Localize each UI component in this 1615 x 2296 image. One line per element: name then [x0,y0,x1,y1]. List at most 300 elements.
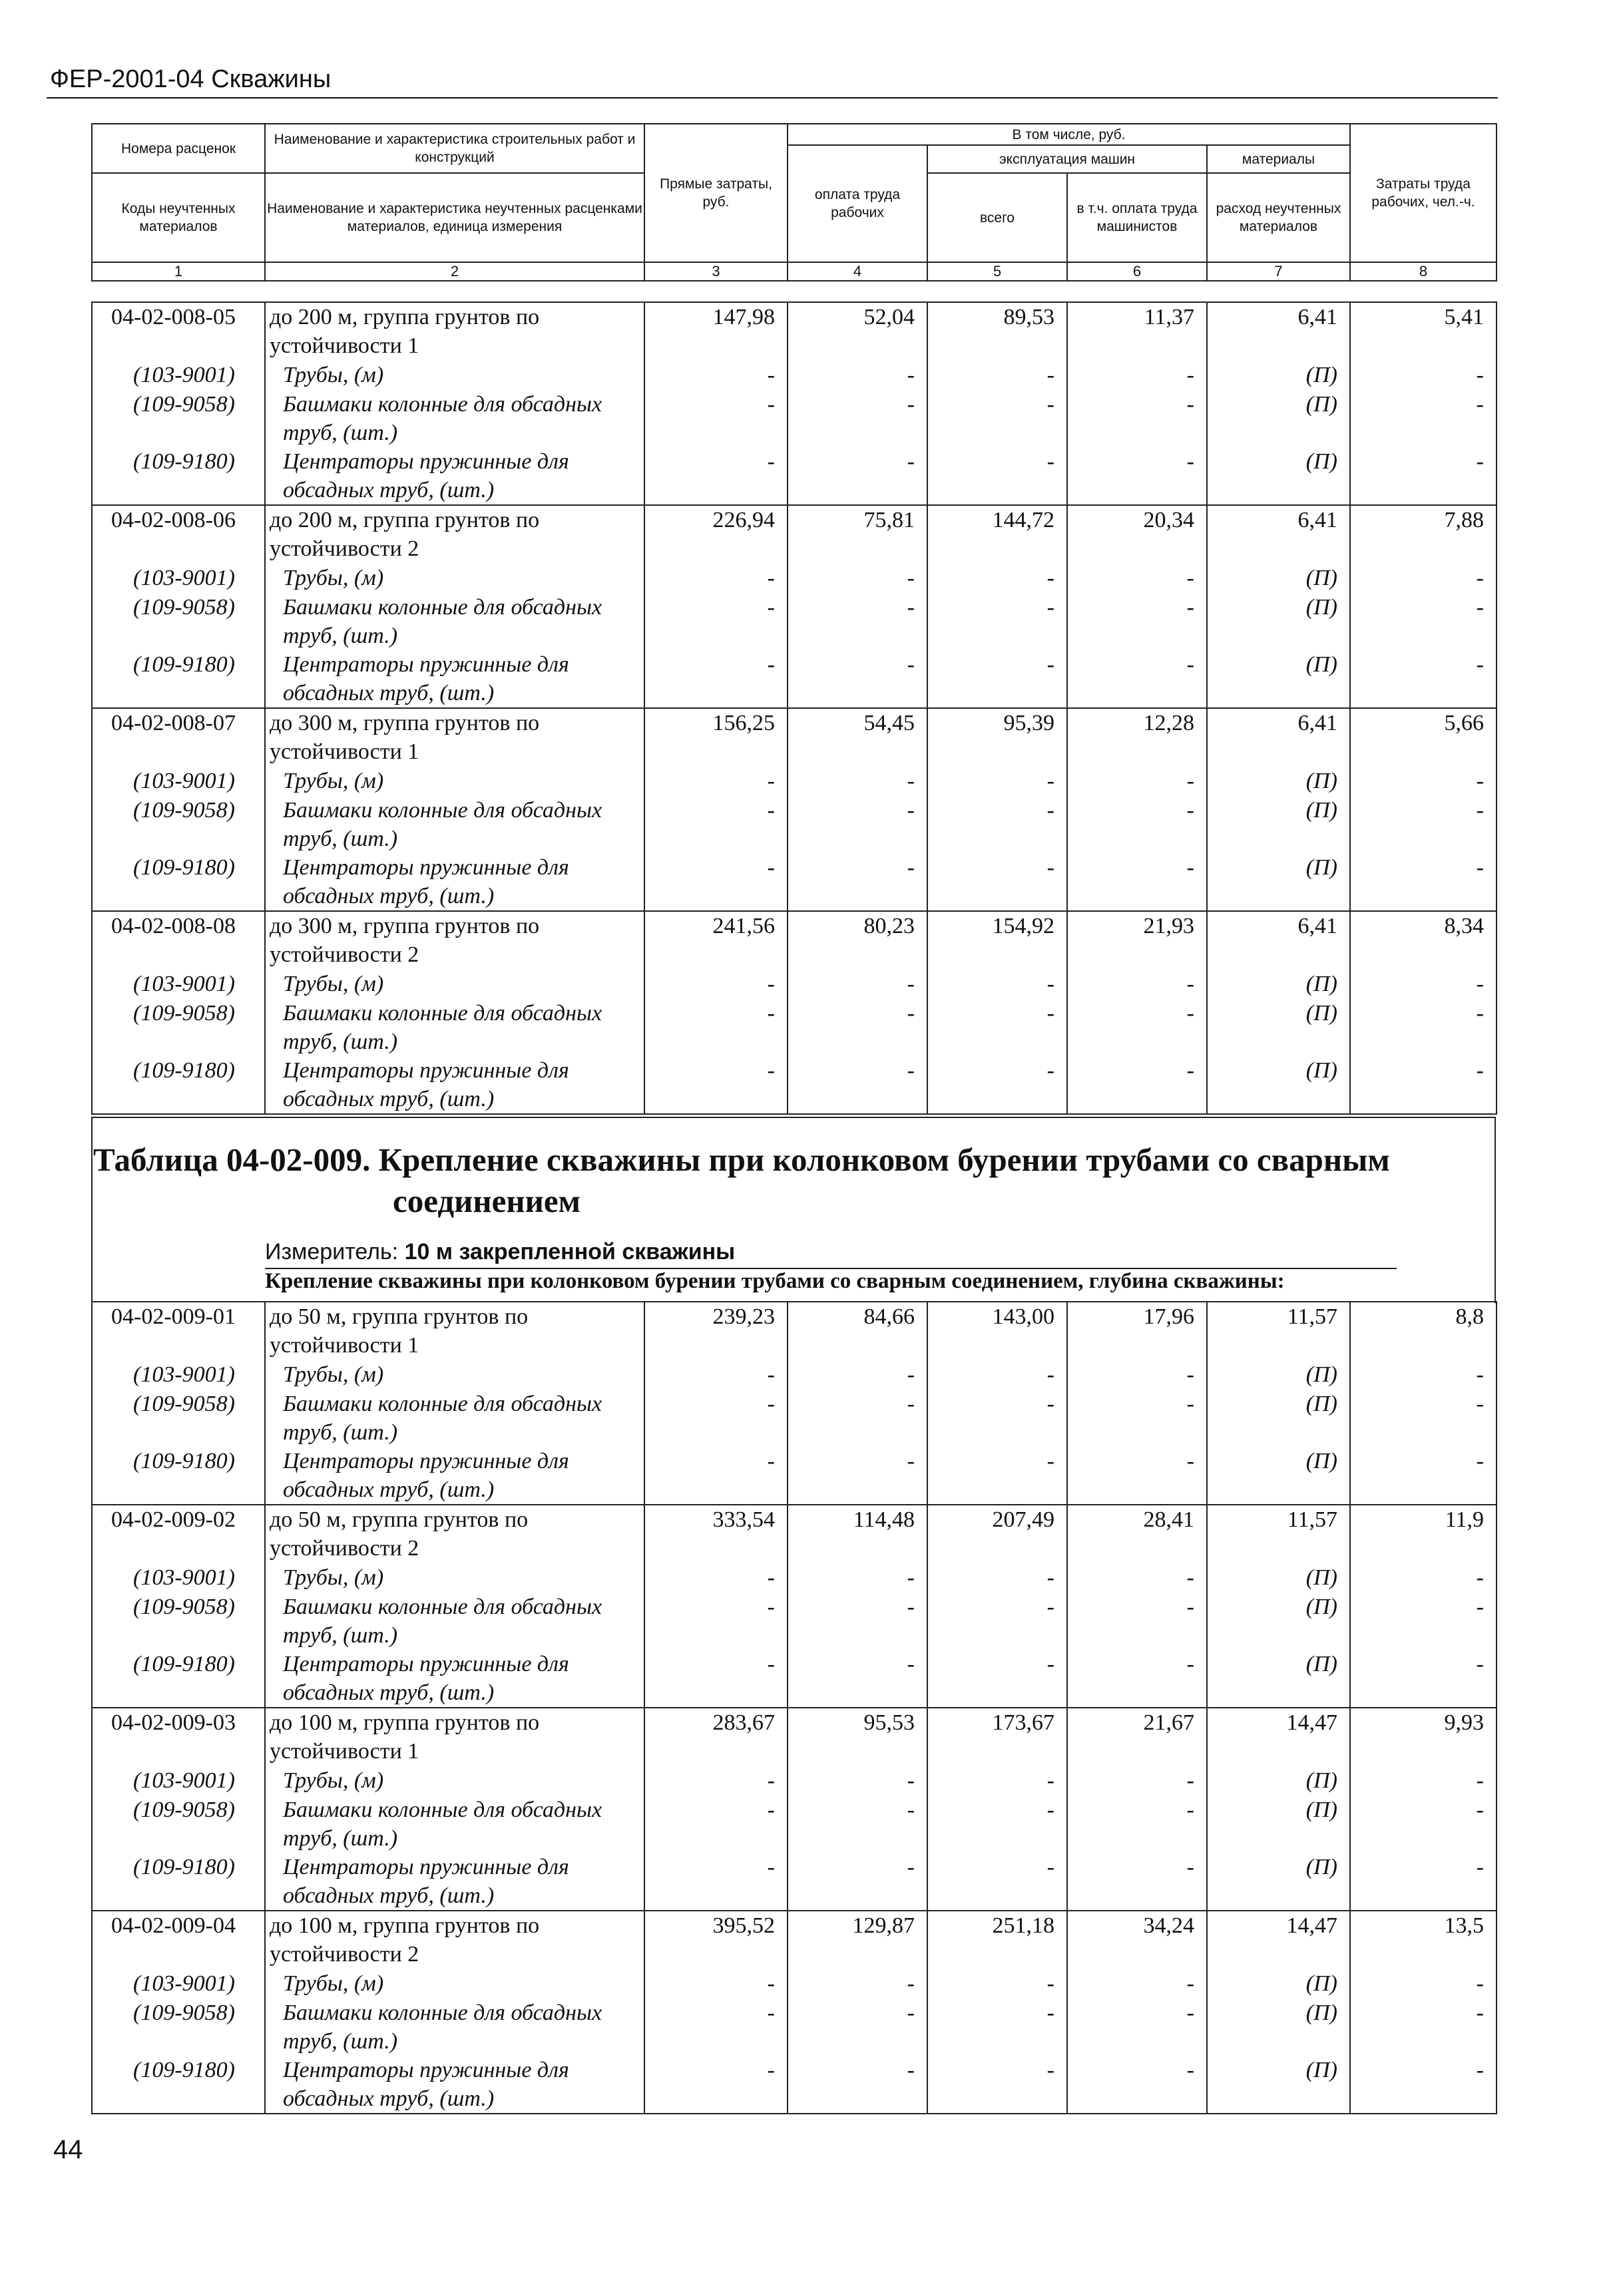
machinists-pay: 11,37 [1067,302,1207,361]
header-number: 5 [927,262,1067,281]
resource-code: (109-9180) [92,650,265,708]
resource-name: Трубы, (м) [265,970,644,999]
rate-row [92,302,1497,361]
direct-costs-dash: - [644,1650,788,1708]
section-separator [91,1117,1496,1118]
resource-row [92,999,1497,1056]
rate-row [92,911,1497,970]
materials-mark: (П) [1207,1593,1350,1650]
resource-code: (103-9001) [92,361,265,390]
resource-row [92,650,1497,708]
rate-code: 04-02-008-07 [92,708,265,767]
resource-code: (109-9180) [92,1447,265,1505]
resource-row [92,2056,1497,2114]
resource-row [92,1766,1497,1796]
labor-pay-dash: - [788,390,927,447]
column-header-table [91,123,1497,282]
materials-mark: (П) [1207,1447,1350,1505]
labor-hours-dash: - [1350,970,1497,999]
header-name-top: Наименование и характеристика строительных работ и конструкций [265,124,644,173]
labor-pay-dash: - [788,1969,927,1999]
resource-row [92,1999,1497,2056]
direct-costs: 241,56 [644,911,788,970]
materials-mark: (П) [1207,796,1350,853]
machinists-pay-dash: - [1067,1650,1207,1708]
rate-code: 04-02-009-03 [92,1708,265,1766]
rate-row [92,1708,1497,1766]
labor-hours-dash: - [1350,853,1497,911]
rates-table-008-body [92,302,1497,1114]
machinists-pay: 28,41 [1067,1505,1207,1563]
resource-name: Трубы, (м) [265,1766,644,1796]
machines-total-dash: - [927,564,1067,593]
header-number: 3 [644,262,788,281]
materials-cost: 6,41 [1207,302,1350,361]
direct-costs-dash: - [644,593,788,650]
materials-mark: (П) [1207,650,1350,708]
materials-cost: 6,41 [1207,505,1350,564]
resource-name: Башмаки колонные для обсадных труб, (шт.) [265,1390,644,1447]
machines-total-dash: - [927,1650,1067,1708]
labor-hours: 9,93 [1350,1708,1497,1766]
labor-pay-dash: - [788,853,927,911]
resource-code: (109-9180) [92,1650,265,1708]
table-title [93,1139,1491,1222]
labor-hours-dash: - [1350,1796,1497,1853]
machinists-pay-dash: - [1067,1969,1207,1999]
materials-mark: (П) [1207,1999,1350,2056]
machines-total-dash: - [927,1593,1067,1650]
resource-name: Центраторы пружинные для обсадных труб, (шт.) [265,1447,644,1505]
header-rule [47,97,1498,98]
machinists-pay-dash: - [1067,796,1207,853]
header-number: 6 [1067,262,1207,281]
machines-total: 207,49 [927,1505,1067,1563]
resource-code: (103-9001) [92,1360,265,1390]
machines-total-dash: - [927,593,1067,650]
machines-total-dash: - [927,1853,1067,1911]
resource-row [92,1593,1497,1650]
section-caption: Крепление скважины при колонковом бурении трубами со сварным соединением, глубина скважины: [265,1269,1285,1293]
direct-costs-dash: - [644,999,788,1056]
materials-mark: (П) [1207,1650,1350,1708]
labor-hours: 11,9 [1350,1505,1497,1563]
machinists-pay-dash: - [1067,767,1207,796]
labor-pay-dash: - [788,1056,927,1114]
labor-pay-dash: - [788,1360,927,1390]
direct-costs-dash: - [644,1360,788,1390]
resource-code: (103-9001) [92,970,265,999]
machines-total-dash: - [927,970,1067,999]
resource-code: (109-9058) [92,999,265,1056]
rate-name: до 200 м, группа грунтов по устойчивости 2 [265,505,644,564]
machinists-pay-dash: - [1067,1796,1207,1853]
resource-row [92,853,1497,911]
machines-total-dash: - [927,447,1067,505]
labor-pay-dash: - [788,593,927,650]
machines-total-dash: - [927,650,1067,708]
resource-row [92,564,1497,593]
header-codes-top: Номера расценок [92,124,265,173]
machinists-pay-dash: - [1067,650,1207,708]
header-direct-costs: Прямые затраты, руб. [644,124,788,262]
resource-name: Трубы, (м) [265,361,644,390]
resource-name: Трубы, (м) [265,564,644,593]
direct-costs: 147,98 [644,302,788,361]
running-header: ФЕР-2001-04 Скважины [50,65,332,93]
labor-hours: 5,66 [1350,708,1497,767]
resource-row [92,361,1497,390]
rates-table-009 [91,1301,1497,2114]
rate-row [92,1505,1497,1563]
direct-costs: 395,52 [644,1911,788,1969]
header-worker-costs: Затраты труда рабочих, чел.-ч. [1350,124,1497,262]
materials-mark: (П) [1207,970,1350,999]
direct-costs-dash: - [644,1999,788,2056]
materials-cost: 6,41 [1207,911,1350,970]
measure-value: 10 м закрепленной скважины [404,1239,736,1264]
resource-row [92,1390,1497,1447]
labor-hours: 8,34 [1350,911,1497,970]
rates-table-008 [91,301,1497,1115]
labor-hours-dash: - [1350,999,1497,1056]
machines-total-dash: - [927,2056,1067,2114]
resource-name: Центраторы пружинные для обсадных труб, (шт.) [265,1853,644,1911]
materials-mark: (П) [1207,1056,1350,1114]
machines-total-dash: - [927,1563,1067,1593]
labor-hours-dash: - [1350,767,1497,796]
materials-mark: (П) [1207,390,1350,447]
labor-pay-dash: - [788,767,927,796]
materials-mark: (П) [1207,767,1350,796]
rate-row [92,1302,1497,1360]
machinists-pay: 21,67 [1067,1708,1207,1766]
direct-costs-dash: - [644,2056,788,2114]
machines-total-dash: - [927,796,1067,853]
resource-row [92,970,1497,999]
rate-code: 04-02-009-02 [92,1505,265,1563]
labor-pay: 129,87 [788,1911,927,1969]
labor-hours: 5,41 [1350,302,1497,361]
direct-costs-dash: - [644,853,788,911]
resource-row [92,1969,1497,1999]
resource-code: (109-9058) [92,1390,265,1447]
rate-name: до 300 м, группа грунтов по устойчивости 2 [265,911,644,970]
resource-row [92,1447,1497,1505]
labor-pay-dash: - [788,970,927,999]
resource-code: (109-9180) [92,2056,265,2114]
table-title-line1: Таблица 04-02-009. Крепление скважины при колонковом бурении трубами со сварным [93,1141,1390,1178]
rate-name: до 50 м, группа грунтов по устойчивости 1 [265,1302,644,1360]
machines-total-dash: - [927,1447,1067,1505]
labor-pay-dash: - [788,1796,927,1853]
rate-code: 04-02-009-01 [92,1302,265,1360]
machines-total-dash: - [927,1766,1067,1796]
labor-hours-dash: - [1350,564,1497,593]
header-number: 8 [1350,262,1497,281]
direct-costs-dash: - [644,1563,788,1593]
header-number: 2 [265,262,644,281]
direct-costs: 239,23 [644,1302,788,1360]
direct-costs-dash: - [644,1766,788,1796]
materials-mark: (П) [1207,564,1350,593]
resource-code: (103-9001) [92,1766,265,1796]
resource-code: (109-9058) [92,1796,265,1853]
machinists-pay-dash: - [1067,361,1207,390]
header-materials: материалы [1207,145,1350,173]
rate-name: до 200 м, группа грунтов по устойчивости 1 [265,302,644,361]
resource-code: (109-9058) [92,796,265,853]
labor-pay-dash: - [788,1766,927,1796]
machines-total: 251,18 [927,1911,1067,1969]
labor-hours-dash: - [1350,1766,1497,1796]
resource-name: Башмаки колонные для обсадных труб, (шт.) [265,999,644,1056]
resource-name: Башмаки колонные для обсадных труб, (шт.) [265,1796,644,1853]
header-machines-total: всего [927,173,1067,262]
labor-hours-dash: - [1350,2056,1497,2114]
machines-total-dash: - [927,390,1067,447]
labor-pay-dash: - [788,1853,927,1911]
direct-costs-dash: - [644,1796,788,1853]
labor-pay: 84,66 [788,1302,927,1360]
header-name-bottom: Наименование и характеристика неучтенных расценками материалов, единица измерения [265,173,644,262]
resource-code: (109-9058) [92,1593,265,1650]
machines-total-dash: - [927,361,1067,390]
materials-cost: 11,57 [1207,1505,1350,1563]
machinists-pay-dash: - [1067,1999,1207,2056]
machinists-pay-dash: - [1067,2056,1207,2114]
labor-pay-dash: - [788,564,927,593]
machinists-pay-dash: - [1067,853,1207,911]
machines-total-dash: - [927,1796,1067,1853]
resource-name: Трубы, (м) [265,1563,644,1593]
materials-cost: 14,47 [1207,1911,1350,1969]
materials-mark: (П) [1207,1969,1350,1999]
labor-pay: 54,45 [788,708,927,767]
materials-cost: 6,41 [1207,708,1350,767]
resource-row [92,1056,1497,1114]
direct-costs: 226,94 [644,505,788,564]
labor-pay-dash: - [788,1999,927,2056]
labor-hours-dash: - [1350,361,1497,390]
machines-total-dash: - [927,1999,1067,2056]
resource-name: Трубы, (м) [265,1969,644,1999]
labor-hours-dash: - [1350,1563,1497,1593]
labor-pay-dash: - [788,1563,927,1593]
labor-hours-dash: - [1350,796,1497,853]
machinists-pay: 20,34 [1067,505,1207,564]
labor-pay: 114,48 [788,1505,927,1563]
measure-label: Измеритель: [265,1239,405,1264]
labor-pay: 75,81 [788,505,927,564]
resource-code: (109-9180) [92,1056,265,1114]
resource-code: (109-9058) [92,1999,265,2056]
machinists-pay-dash: - [1067,447,1207,505]
resource-name: Центраторы пружинные для обсадных труб, (шт.) [265,2056,644,2114]
rate-row [92,1911,1497,1969]
machinists-pay-dash: - [1067,1447,1207,1505]
direct-costs-dash: - [644,564,788,593]
header-machinists-labor: в т.ч. оплата труда машинистов [1067,173,1207,262]
rate-row [92,708,1497,767]
machinists-pay: 21,93 [1067,911,1207,970]
materials-mark: (П) [1207,1766,1350,1796]
resource-code: (103-9001) [92,767,265,796]
rate-code: 04-02-008-06 [92,505,265,564]
resource-name: Центраторы пружинные для обсадных труб, (шт.) [265,853,644,911]
rate-name: до 100 м, группа грунтов по устойчивости 1 [265,1708,644,1766]
resource-name: Трубы, (м) [265,1360,644,1390]
materials-mark: (П) [1207,1796,1350,1853]
materials-mark: (П) [1207,593,1350,650]
resource-name: Центраторы пружинные для обсадных труб, (шт.) [265,447,644,505]
direct-costs-dash: - [644,1853,788,1911]
materials-mark: (П) [1207,1360,1350,1390]
labor-pay-dash: - [788,796,927,853]
machinists-pay: 12,28 [1067,708,1207,767]
labor-hours-dash: - [1350,1056,1497,1114]
direct-costs-dash: - [644,1969,788,1999]
machines-total: 89,53 [927,302,1067,361]
labor-hours-dash: - [1350,1853,1497,1911]
machines-total: 143,00 [927,1302,1067,1360]
machinists-pay-dash: - [1067,564,1207,593]
resource-code: (103-9001) [92,1563,265,1593]
resource-row [92,1853,1497,1911]
rate-code: 04-02-009-04 [92,1911,265,1969]
machines-total: 144,72 [927,505,1067,564]
labor-pay-dash: - [788,1447,927,1505]
labor-pay-dash: - [788,650,927,708]
machinists-pay-dash: - [1067,1390,1207,1447]
resource-row [92,1563,1497,1593]
resource-row [92,1650,1497,1708]
direct-costs: 156,25 [644,708,788,767]
direct-costs-dash: - [644,1056,788,1114]
table-title-line2: соединением [393,1183,580,1219]
labor-pay-dash: - [788,447,927,505]
resource-row [92,767,1497,796]
labor-hours-dash: - [1350,1650,1497,1708]
machinists-pay-dash: - [1067,1056,1207,1114]
machines-total-dash: - [927,1056,1067,1114]
labor-pay-dash: - [788,1390,927,1447]
resource-code: (103-9001) [92,564,265,593]
resource-name: Башмаки колонные для обсадных труб, (шт.) [265,390,644,447]
machines-total-dash: - [927,853,1067,911]
machines-total: 95,39 [927,708,1067,767]
labor-hours: 7,88 [1350,505,1497,564]
labor-hours-dash: - [1350,1390,1497,1447]
header-machines: эксплуатация машин [927,145,1207,173]
machines-total-dash: - [927,1360,1067,1390]
resource-code: (103-9001) [92,1969,265,1999]
machinists-pay-dash: - [1067,1360,1207,1390]
materials-mark: (П) [1207,1563,1350,1593]
machinists-pay-dash: - [1067,1853,1207,1911]
header-number: 1 [92,262,265,281]
rate-name: до 50 м, группа грунтов по устойчивости 2 [265,1505,644,1563]
machines-total-dash: - [927,1969,1067,1999]
direct-costs: 283,67 [644,1708,788,1766]
labor-hours-dash: - [1350,650,1497,708]
labor-pay-dash: - [788,1650,927,1708]
resource-code: (109-9058) [92,593,265,650]
resource-name: Центраторы пружинные для обсадных труб, (шт.) [265,1650,644,1708]
labor-pay-dash: - [788,999,927,1056]
machines-total-dash: - [927,999,1067,1056]
machinists-pay-dash: - [1067,970,1207,999]
resource-name: Башмаки колонные для обсадных труб, (шт.) [265,593,644,650]
direct-costs-dash: - [644,390,788,447]
direct-costs-dash: - [644,767,788,796]
direct-costs-dash: - [644,796,788,853]
resource-row [92,1360,1497,1390]
resource-code: (109-9180) [92,447,265,505]
machines-total-dash: - [927,767,1067,796]
materials-mark: (П) [1207,361,1350,390]
rate-code: 04-02-008-08 [92,911,265,970]
materials-cost: 11,57 [1207,1302,1350,1360]
labor-hours-dash: - [1350,1969,1497,1999]
rate-code: 04-02-008-05 [92,302,265,361]
header-codes-bottom: Коды неучтенных материалов [92,173,265,262]
rates-table-009-body [92,1302,1497,2114]
labor-pay-dash: - [788,361,927,390]
materials-mark: (П) [1207,2056,1350,2114]
header-labor: оплата труда рабочих [788,145,927,262]
machinists-pay-dash: - [1067,390,1207,447]
machinists-pay-dash: - [1067,1766,1207,1796]
labor-hours-dash: - [1350,1999,1497,2056]
machinists-pay: 34,24 [1067,1911,1207,1969]
machinists-pay-dash: - [1067,999,1207,1056]
materials-mark: (П) [1207,1390,1350,1447]
labor-pay: 52,04 [788,302,927,361]
labor-hours-dash: - [1350,1447,1497,1505]
resource-row [92,796,1497,853]
resource-name: Башмаки колонные для обсадных труб, (шт.) [265,796,644,853]
direct-costs-dash: - [644,1447,788,1505]
labor-hours: 13,5 [1350,1911,1497,1969]
rate-name: до 300 м, группа грунтов по устойчивости 1 [265,708,644,767]
direct-costs-dash: - [644,361,788,390]
header-number: 7 [1207,262,1350,281]
machinists-pay-dash: - [1067,1563,1207,1593]
header-in-total: В том числе, руб. [788,124,1350,145]
materials-cost: 14,47 [1207,1708,1350,1766]
resource-name: Трубы, (м) [265,767,644,796]
resource-code: (109-9058) [92,390,265,447]
page-number: 44 [53,2135,83,2164]
header-materials-sub: расход неучтенных материалов [1207,173,1350,262]
measure-unit [265,1239,735,1265]
resource-name: Центраторы пружинные для обсадных труб, (шт.) [265,1056,644,1114]
labor-hours: 8,8 [1350,1302,1497,1360]
direct-costs-dash: - [644,650,788,708]
resource-row [92,593,1497,650]
resource-row [92,390,1497,447]
rate-row [92,505,1497,564]
resource-name: Центраторы пружинные для обсадных труб, (шт.) [265,650,644,708]
resource-row [92,447,1497,505]
machinists-pay-dash: - [1067,1593,1207,1650]
frame-right [1495,1117,1496,1303]
materials-mark: (П) [1207,1853,1350,1911]
direct-costs-dash: - [644,447,788,505]
machines-total: 173,67 [927,1708,1067,1766]
resource-code: (109-9180) [92,1853,265,1911]
